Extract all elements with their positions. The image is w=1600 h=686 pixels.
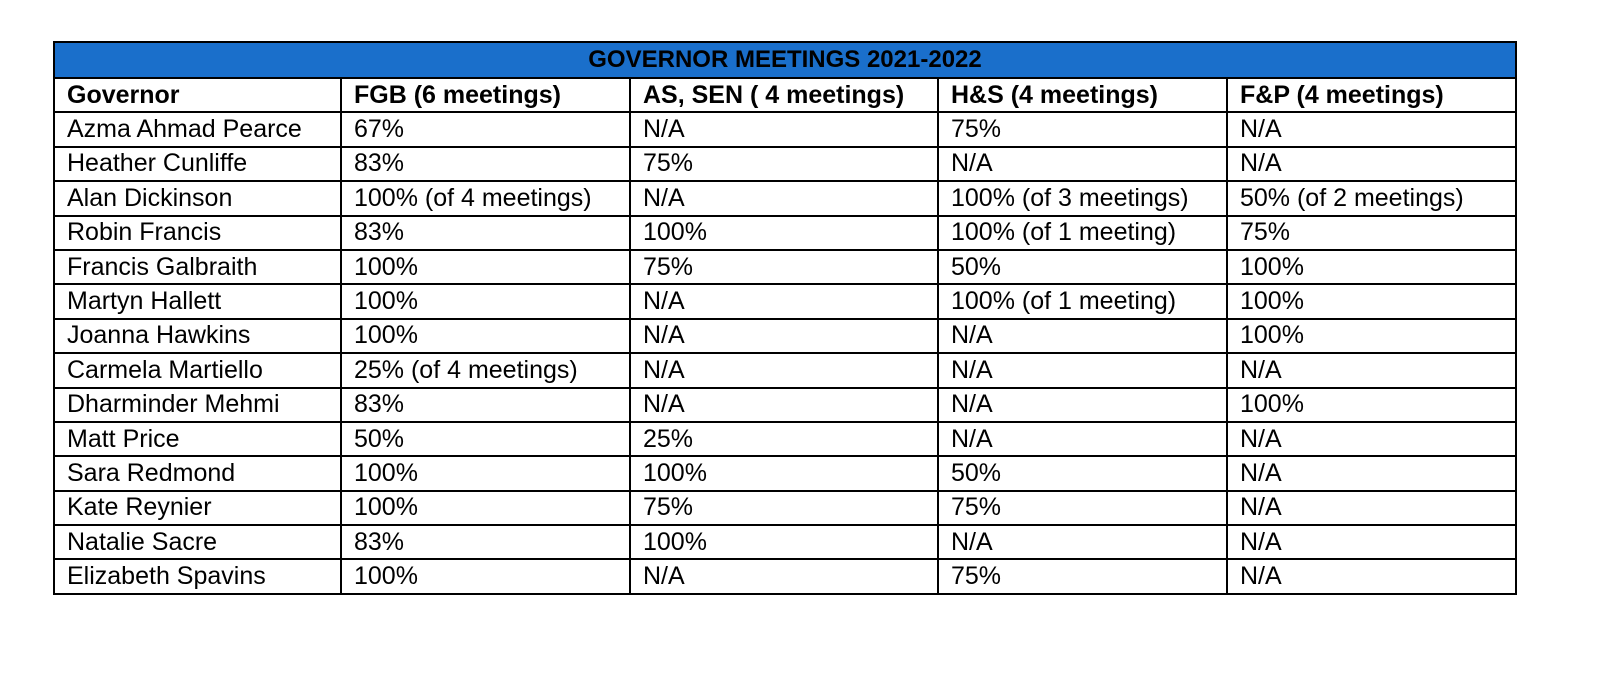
fp-cell: N/A [1227, 525, 1516, 559]
table-header-row [54, 78, 1516, 112]
as-sen-cell: N/A [630, 284, 938, 318]
hs-cell: 75% [938, 559, 1227, 593]
fp-cell: 100% [1227, 388, 1516, 422]
table-row [54, 422, 1516, 456]
as-sen-cell: N/A [630, 388, 938, 422]
governor-name-cell: Azma Ahmad Pearce [54, 112, 341, 146]
governor-name-cell: Elizabeth Spavins [54, 559, 341, 593]
hs-cell: 50% [938, 250, 1227, 284]
hs-cell: N/A [938, 388, 1227, 422]
hs-cell: 100% (of 1 meeting) [938, 216, 1227, 250]
table-row [54, 388, 1516, 422]
hs-cell: 50% [938, 456, 1227, 490]
hs-cell: N/A [938, 353, 1227, 387]
table-title-row [54, 42, 1516, 78]
table-row [54, 491, 1516, 525]
governor-name-cell: Alan Dickinson [54, 181, 341, 215]
table-row [54, 456, 1516, 490]
hs-cell: N/A [938, 147, 1227, 181]
table-row [54, 525, 1516, 559]
table-title: GOVERNOR MEETINGS 2021-2022 [54, 42, 1516, 78]
fgb-cell: 100% [341, 491, 630, 525]
as-sen-cell: 25% [630, 422, 938, 456]
governor-name-cell: Sara Redmond [54, 456, 341, 490]
table-row [54, 284, 1516, 318]
table-row [54, 559, 1516, 593]
fp-cell: 100% [1227, 284, 1516, 318]
column-header-governor: Governor [54, 78, 341, 112]
governor-meetings-table [53, 41, 1517, 595]
hs-cell: 100% (of 3 meetings) [938, 181, 1227, 215]
fgb-cell: 100% [341, 284, 630, 318]
fp-cell: N/A [1227, 491, 1516, 525]
fgb-cell: 100% [341, 456, 630, 490]
fgb-cell: 100% [341, 250, 630, 284]
fp-cell: 75% [1227, 216, 1516, 250]
hs-cell: N/A [938, 525, 1227, 559]
fp-cell: N/A [1227, 147, 1516, 181]
governor-name-cell: Kate Reynier [54, 491, 341, 525]
governor-name-cell: Martyn Hallett [54, 284, 341, 318]
governor-name-cell: Joanna Hawkins [54, 319, 341, 353]
fgb-cell: 83% [341, 525, 630, 559]
fgb-cell: 100% (of 4 meetings) [341, 181, 630, 215]
fp-cell: N/A [1227, 353, 1516, 387]
hs-cell: N/A [938, 422, 1227, 456]
governor-name-cell: Natalie Sacre [54, 525, 341, 559]
fp-cell: 50% (of 2 meetings) [1227, 181, 1516, 215]
table-row [54, 250, 1516, 284]
governor-name-cell: Robin Francis [54, 216, 341, 250]
fgb-cell: 67% [341, 112, 630, 146]
fgb-cell: 100% [341, 319, 630, 353]
table-row [54, 181, 1516, 215]
fgb-cell: 50% [341, 422, 630, 456]
fp-cell: 100% [1227, 319, 1516, 353]
as-sen-cell: N/A [630, 559, 938, 593]
fp-cell: N/A [1227, 456, 1516, 490]
fgb-cell: 25% (of 4 meetings) [341, 353, 630, 387]
table-row [54, 319, 1516, 353]
fp-cell: 100% [1227, 250, 1516, 284]
as-sen-cell: 75% [630, 147, 938, 181]
hs-cell: N/A [938, 319, 1227, 353]
table-row [54, 147, 1516, 181]
as-sen-cell: 75% [630, 491, 938, 525]
as-sen-cell: 100% [630, 216, 938, 250]
table-body [54, 112, 1516, 593]
fp-cell: N/A [1227, 112, 1516, 146]
hs-cell: 100% (of 1 meeting) [938, 284, 1227, 318]
column-header-hs: H&S (4 meetings) [938, 78, 1227, 112]
document-page [53, 41, 1515, 595]
fp-cell: N/A [1227, 422, 1516, 456]
column-header-as-sen: AS, SEN ( 4 meetings) [630, 78, 938, 112]
fp-cell: N/A [1227, 559, 1516, 593]
governor-name-cell: Matt Price [54, 422, 341, 456]
as-sen-cell: N/A [630, 181, 938, 215]
table-row [54, 353, 1516, 387]
as-sen-cell: 75% [630, 250, 938, 284]
fgb-cell: 83% [341, 388, 630, 422]
as-sen-cell: N/A [630, 319, 938, 353]
governor-name-cell: Francis Galbraith [54, 250, 341, 284]
column-header-fgb: FGB (6 meetings) [341, 78, 630, 112]
as-sen-cell: N/A [630, 112, 938, 146]
as-sen-cell: N/A [630, 353, 938, 387]
fgb-cell: 83% [341, 216, 630, 250]
fgb-cell: 83% [341, 147, 630, 181]
column-header-fp: F&P (4 meetings) [1227, 78, 1516, 112]
fgb-cell: 100% [341, 559, 630, 593]
hs-cell: 75% [938, 112, 1227, 146]
table-row [54, 216, 1516, 250]
governor-name-cell: Heather Cunliffe [54, 147, 341, 181]
governor-name-cell: Dharminder Mehmi [54, 388, 341, 422]
as-sen-cell: 100% [630, 525, 938, 559]
governor-name-cell: Carmela Martiello [54, 353, 341, 387]
table-row [54, 112, 1516, 146]
hs-cell: 75% [938, 491, 1227, 525]
as-sen-cell: 100% [630, 456, 938, 490]
